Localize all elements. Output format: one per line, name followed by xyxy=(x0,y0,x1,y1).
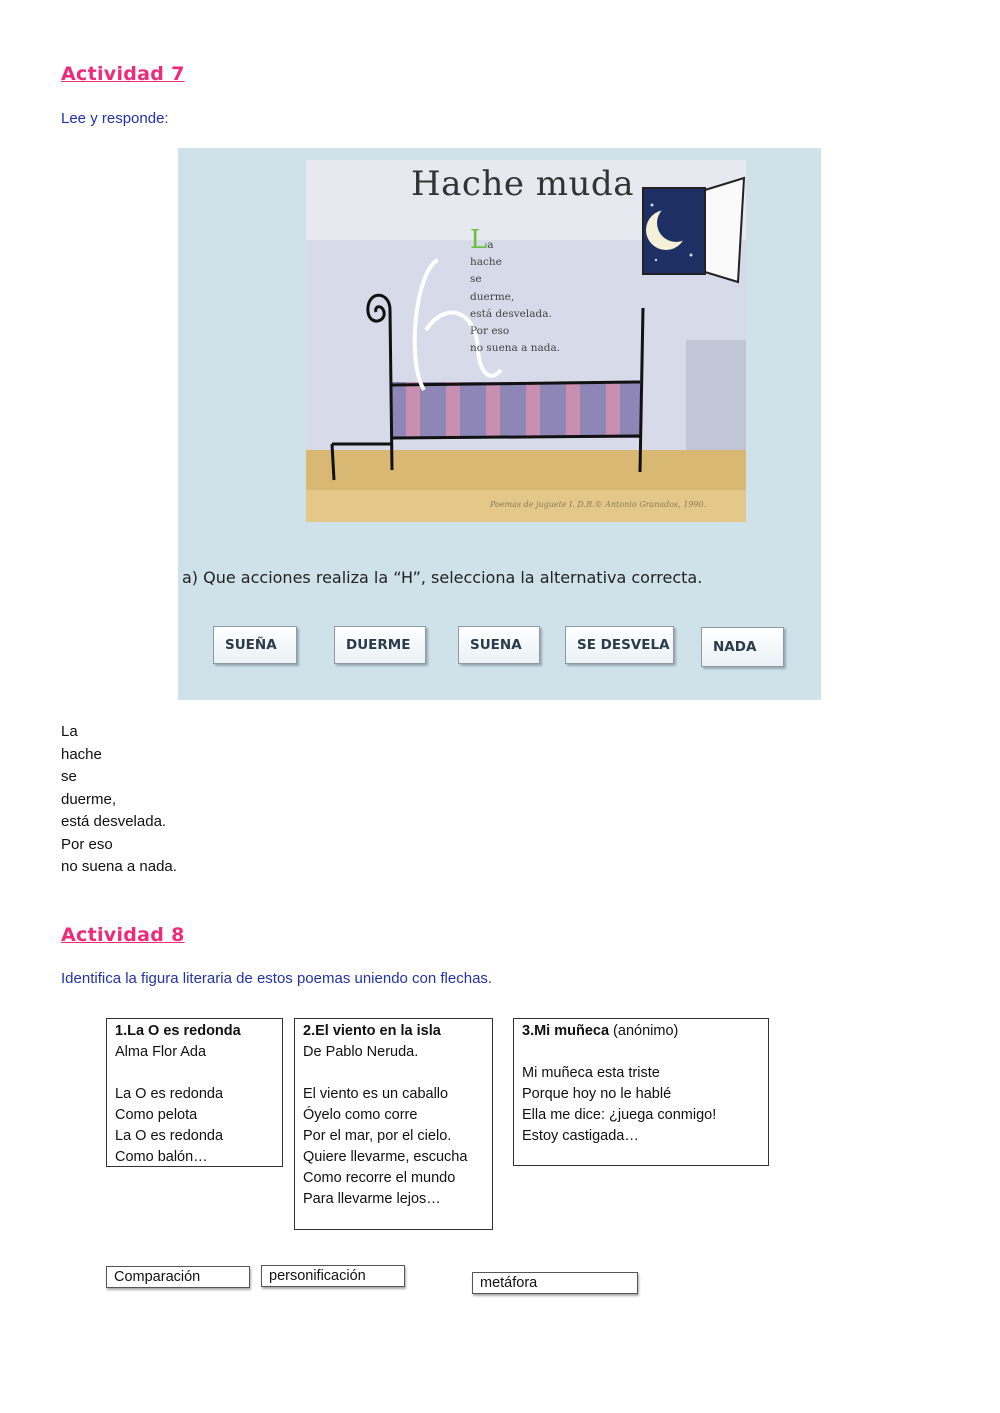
poem-title: 2.El viento en la isla xyxy=(303,1023,441,1039)
poem-line: Estoy castigada… xyxy=(522,1128,639,1144)
poem-line: Óyelo como corre xyxy=(303,1107,418,1123)
poem-line: Por eso xyxy=(61,835,113,853)
poem-line: Mi muñeca esta triste xyxy=(522,1065,660,1081)
activity-7-instruction: Lee y responde: xyxy=(61,110,169,127)
poem-line: está desvelada. xyxy=(61,813,167,830)
poem-transcription xyxy=(61,721,177,879)
option-suena-enye-button[interactable]: SUEÑA xyxy=(213,626,297,664)
hache-muda-illustration xyxy=(306,160,746,522)
poem-drop-cap: L xyxy=(470,225,488,255)
poem-line: no suena a nada. xyxy=(61,858,177,875)
figure-label-metafora[interactable]: metáfora xyxy=(472,1272,638,1294)
illustration-credit: Poemas de juguete I. D.R.© Antonio Granados, 1990. xyxy=(490,500,707,509)
poem-line: hache xyxy=(61,745,102,763)
poem-box-2 xyxy=(294,1018,493,1230)
poem-line: Por eso xyxy=(470,325,510,338)
poem-line: duerme, xyxy=(470,290,515,303)
poem-line: Como pelota xyxy=(115,1107,198,1123)
poem-line: La xyxy=(61,723,78,740)
poem-line: está desvelada. xyxy=(470,307,552,320)
poem-line: se xyxy=(470,273,482,286)
poem-title: 1.La O es redonda xyxy=(115,1023,241,1039)
option-se-desvela-button[interactable]: SE DESVELA xyxy=(565,626,674,664)
poem-line: se xyxy=(61,768,77,785)
poem-box-1 xyxy=(106,1018,283,1167)
poem-box-3 xyxy=(513,1018,769,1166)
activity-8-title: Actividad 8 xyxy=(61,924,185,946)
activity-8-instruction: Identifica la figura literaria de estos poemas uniendo con flechas. xyxy=(61,970,493,987)
poem-author: Alma Flor Ada xyxy=(115,1044,207,1060)
poem-line: La O es redonda xyxy=(115,1128,224,1144)
poem-line: Como balón… xyxy=(115,1149,208,1165)
poem-line: Para llevarme lejos… xyxy=(303,1191,441,1207)
poem-line: Como recorre el mundo xyxy=(303,1170,456,1186)
poem-author: De Pablo Neruda. xyxy=(303,1044,419,1060)
poem-title-suffix: (anónimo) xyxy=(609,1023,679,1039)
option-suena-button[interactable]: SUENA xyxy=(458,626,540,664)
figure-label-personificacion[interactable]: personificación xyxy=(261,1265,405,1287)
poem-line: El viento es un caballo xyxy=(303,1086,449,1102)
poem-title: 3.Mi muñeca xyxy=(522,1023,610,1039)
poem-line: Quiere llevarme, escucha xyxy=(303,1149,468,1165)
activity-7-title: Actividad 7 xyxy=(61,63,185,85)
activity-7-panel xyxy=(178,148,821,700)
poem-line: no suena a nada. xyxy=(470,342,561,355)
illustration-poem xyxy=(470,225,561,357)
poem-line: Porque hoy no le hablé xyxy=(522,1086,672,1102)
poem-line: La O es redonda xyxy=(115,1086,224,1102)
poem-line: duerme, xyxy=(61,790,117,808)
poem-line: Ella me dice: ¿juega conmigo! xyxy=(522,1107,717,1123)
question-a: a) Que acciones realiza la “H”, selecciona la alternativa correcta. xyxy=(182,568,703,587)
figure-label-comparacion[interactable]: Comparación xyxy=(106,1266,250,1288)
option-nada-button[interactable]: NADA xyxy=(701,627,784,667)
option-duerme-button[interactable]: DUERME xyxy=(334,626,426,664)
poem-line: a xyxy=(487,239,494,251)
poem-line: hache xyxy=(470,256,502,269)
illustration-title: Hache muda xyxy=(411,164,634,204)
poem-line: Por el mar, por el cielo. xyxy=(303,1128,452,1144)
